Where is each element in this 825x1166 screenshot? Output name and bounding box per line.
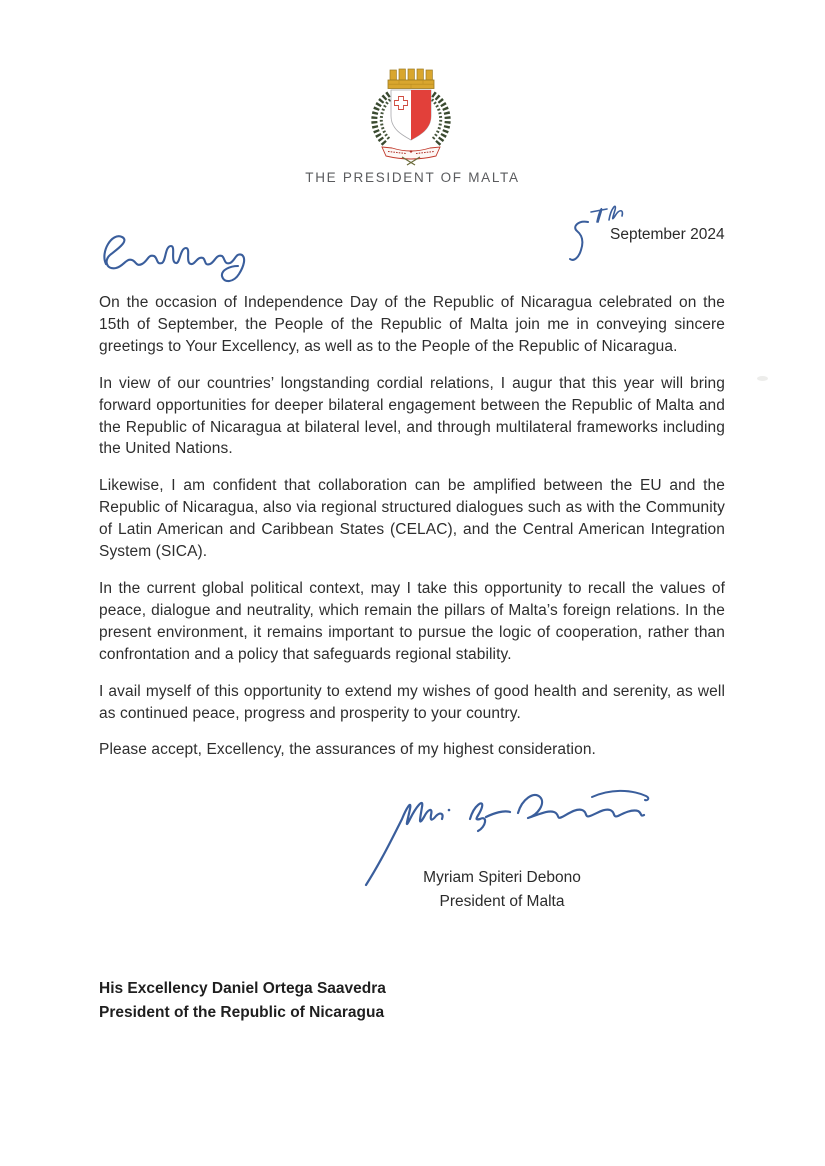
- shield-icon: [391, 90, 431, 140]
- recipient-block: [99, 977, 386, 1025]
- recipient-title: President of the Republic of Nicaragua: [99, 1004, 385, 1021]
- signer-name: Myriam Spiteri Debono: [423, 869, 581, 886]
- handwritten-ordinal-icon: [588, 200, 624, 226]
- scroll-icon: [382, 147, 440, 165]
- paragraph-2: In view of our countries’ longstanding cordial relations, I augur that this year will bring forward opportunities for deeper bilateral engagement between the Republic of Malta and the Republic of Nicaragua at bilateral level, and through multilateral frameworks including the United Nations.: [99, 374, 725, 458]
- recipient-name: His Excellency Daniel Ortega Saavedra: [99, 980, 386, 997]
- date-block: [560, 198, 770, 264]
- crown-icon: [388, 69, 434, 89]
- paragraph-3: Likewise, I am confident that collaboration can be amplified between the EU and the Republic of Nicaragua, also via regional structured dialogues such as with the Community of Latin American and Caribbean States (CELAC), and the Central American Integration System (SICA).: [99, 477, 725, 561]
- handwritten-salutation: [96, 222, 271, 284]
- paragraph-6: Please accept, Excellency, the assurances of my highest consideration.: [99, 741, 596, 759]
- paragraph-1: On the occasion of Independence Day of the Republic of Nicaragua celebrated on the 15th of September, the People of the Republic of Malta join me in conveying sincere greetings to Your Excellency, as well as to the People of the Republic of Nicaragua.: [99, 294, 725, 355]
- signoff-block: [412, 866, 592, 913]
- malta-coat-of-arms-icon: [355, 62, 467, 168]
- paragraph-4: In the current global political context, may I take this opportunity to recall the values of peace, dialogue and neutrality, which remain the pillars of Malta’s foreign relations. In the present environment, it remains important to pursue the logic of cooperation, rather than confrontation and a policy that safeguards regional stability.: [99, 579, 725, 663]
- org-title: THE PRESIDENT OF MALTA: [305, 170, 520, 185]
- scan-artifact: [757, 376, 768, 381]
- signer-title: President of Malta: [439, 892, 565, 910]
- date-text: September 2024: [610, 226, 725, 243]
- letter-body: [99, 292, 725, 776]
- paragraph-5: I avail myself of this opportunity to extend my wishes of good health and serenity, as well as continued peace, progress and prosperity to your country.: [99, 682, 725, 722]
